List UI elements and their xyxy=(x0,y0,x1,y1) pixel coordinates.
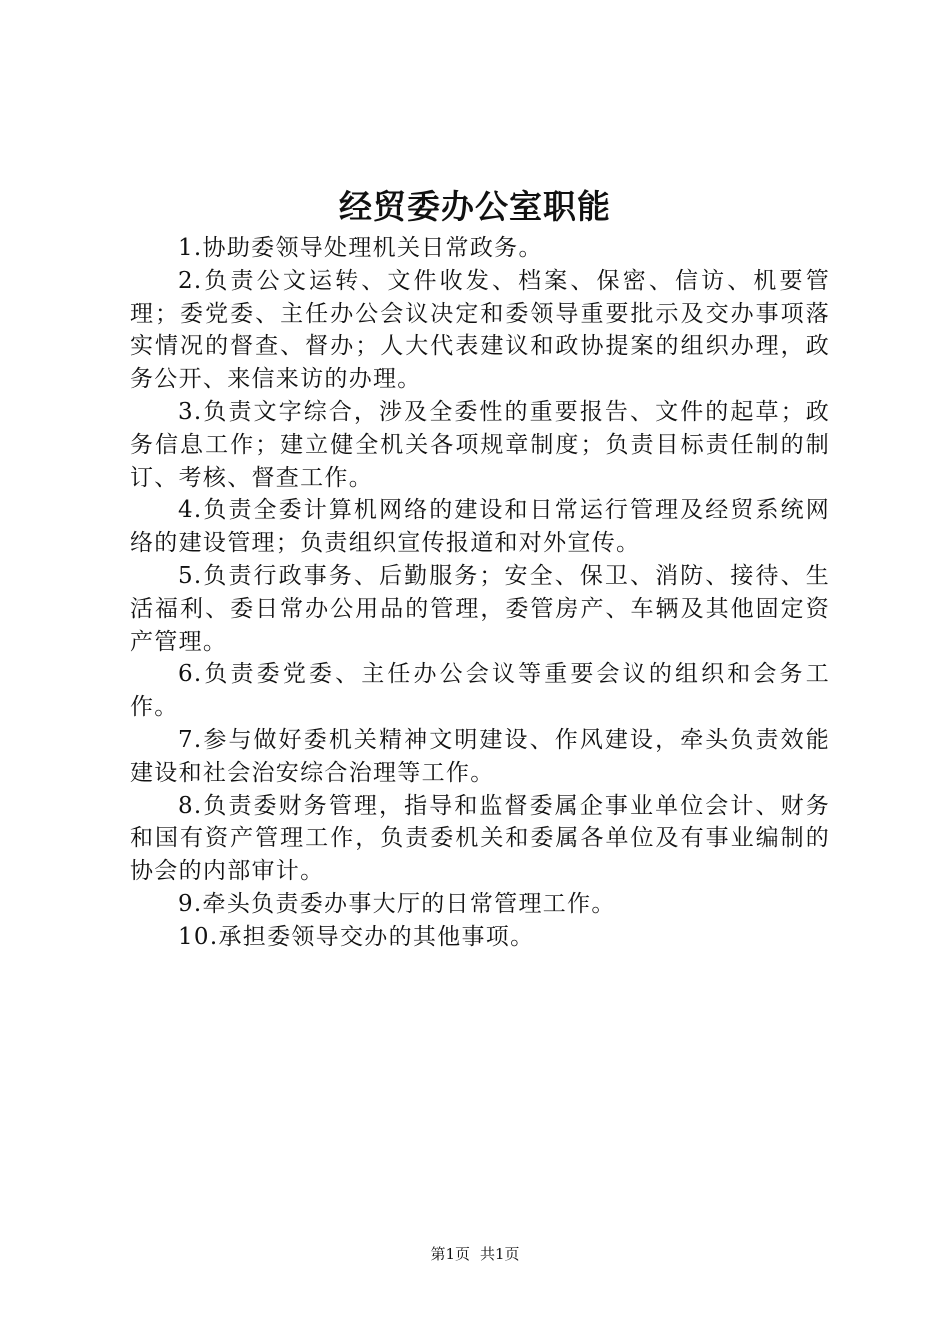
page-number: 第1页 xyxy=(430,1245,470,1263)
duty-item-6: 6.负责委党委、主任办公会议等重要会议的组织和会务工作。 xyxy=(130,661,830,721)
document-title: 经贸委办公室职能 xyxy=(339,187,611,226)
document-body xyxy=(130,232,830,954)
duty-item-9: 9.牵头负责委办事大厅的日常管理工作。 xyxy=(178,890,616,917)
duty-item-4: 4.负责全委计算机网络的建设和日常运行管理及经贸系统网络的建设管理；负责组织宣传报道和对外宣传。 xyxy=(130,497,830,557)
duty-item-8: 8.负责委财务管理，指导和监督委属企事业单位会计、财务和国有资产管理工作，负责委机关和委属各单位及有事业编制的协会的内部审计。 xyxy=(130,792,830,885)
page-total: 共1页 xyxy=(480,1245,520,1263)
duty-item-1: 1.协助委领导处理机关日常政务。 xyxy=(178,235,543,261)
duty-item-5: 5.负责行政事务、后勤服务；安全、保卫、消防、接待、生活福利、委日常办公用品的管理，委管房产、车辆及其他固定资产管理。 xyxy=(130,562,830,655)
page-footer xyxy=(0,1243,950,1265)
duty-item-2: 2.负责公文运转、文件收发、档案、保密、信访、机要管理；委党委、主任办公会议决定和委领导重要批示及交办事项落实情况的督查、督办；人大代表建议和政协提案的组织办理，政务公开、来信来访的办理。 xyxy=(130,267,830,393)
duty-item-10: 10.承担委领导交办的其他事项。 xyxy=(178,923,535,950)
duty-item-3: 3.负责文字综合，涉及全委性的重要报告、文件的起草；政务信息工作；建立健全机关各项规章制度；负责目标责任制的制订、考核、督查工作。 xyxy=(130,398,830,491)
duty-item-7: 7.参与做好委机关精神文明建设、作风建设，牵头负责效能建设和社会治安综合治理等工作。 xyxy=(130,726,830,786)
